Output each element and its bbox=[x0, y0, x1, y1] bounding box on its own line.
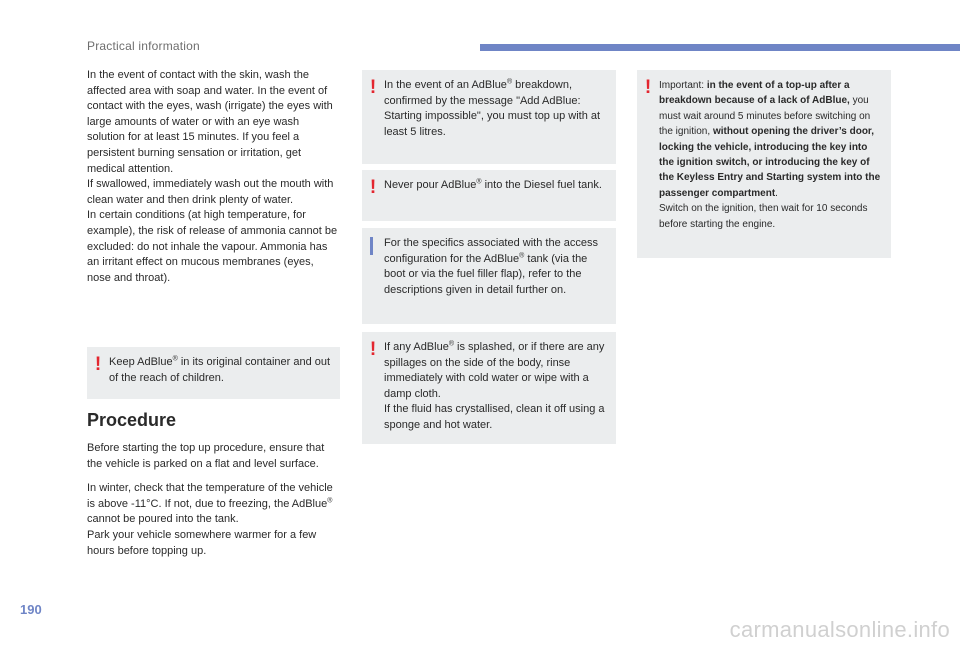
ammonia-paragraph: In certain conditions (at high temperature, for example), the risk of release of ammonia cannot be excluded: do not inhale the vapour. Ammonia has an irritant effect on mucous membranes (eyes, nose and throat). bbox=[87, 209, 338, 284]
header-accent-bar bbox=[480, 44, 960, 51]
column-left bbox=[87, 68, 340, 293]
never-pour-text: Never pour AdBlue® into the Diesel fuel tank. bbox=[384, 178, 602, 191]
splashed-text: If any AdBlue® is splashed, or if there are any spillages on the side of the body, rinse immediately with cold water or wipe with a damp cloth. bbox=[384, 340, 605, 400]
procedure-section bbox=[87, 409, 340, 559]
page-number: 190 bbox=[20, 602, 42, 617]
breakdown-warning-box bbox=[362, 70, 616, 164]
ignition-wait-text: Switch on the ignition, then wait for 10 seconds before starting the engine. bbox=[659, 203, 868, 230]
specifics-info-box bbox=[362, 228, 616, 324]
procedure-paragraph-park: Park your vehicle somewhere warmer for a few hours before topping up. bbox=[87, 528, 317, 557]
skin-contact-paragraph: In the event of contact with the skin, wash the affected area with soap and water. In the event of contact with the eyes, wash (irrigate) the eyes with large amounts of water or with an eye wash solution for at least 15 minutes. If you feel a persistent burning sensation or irritation, get medical attention. bbox=[87, 69, 333, 175]
swallowed-paragraph: If swallowed, immediately wash out the mouth with clean water and then drink plenty of water. bbox=[87, 178, 334, 206]
important-text: Important: in the event of a top-up after a breakdown because of a lack of AdBlue, you must wait around 5 minutes before switching on the ignition, without opening the driver’s door, locking the vehicle, introducing the key into the ignition switch, or introducing the key of the Keyless Entry and Starting system into the passenger compartment. bbox=[659, 80, 881, 199]
info-icon bbox=[370, 237, 373, 255]
specifics-text: For the specifics associated with the access configuration for the AdBlue® tank (via the boot or via the fuel filler flap), refer to the descriptions given in detail further on. bbox=[384, 237, 598, 296]
procedure-heading: Procedure bbox=[87, 410, 177, 430]
keep-container-text: Keep AdBlue® in its original container and out of the reach of children. bbox=[109, 355, 331, 384]
watermark: carmanualsonline.info bbox=[729, 617, 950, 642]
important-warning-box bbox=[637, 70, 891, 258]
warning-icon: ! bbox=[644, 77, 652, 98]
warning-icon: ! bbox=[369, 77, 377, 98]
warning-icon: ! bbox=[369, 339, 377, 360]
never-pour-warning-box bbox=[362, 170, 616, 221]
procedure-paragraph-winter: In winter, check that the temperature of the vehicle is above -11°C. If not, due to freezing, the AdBlue® cannot be poured into the tank. bbox=[87, 482, 333, 526]
splashed-warning-box bbox=[362, 332, 616, 444]
warning-icon: ! bbox=[94, 354, 102, 375]
section-title: Practical information bbox=[87, 39, 200, 53]
breakdown-text: In the event of an AdBlue® breakdown, confirmed by the message "Add AdBlue: Starting impossible", you must top up with at least 5 litres. bbox=[384, 78, 601, 138]
procedure-paragraph-flat: Before starting the top up procedure, ensure that the vehicle is parked on a flat and level surface. bbox=[87, 442, 325, 470]
crystallised-text: If the fluid has crystallised, clean it off using a sponge and hot water. bbox=[384, 403, 605, 431]
warning-icon: ! bbox=[369, 177, 377, 198]
keep-container-warning-box bbox=[87, 347, 340, 399]
